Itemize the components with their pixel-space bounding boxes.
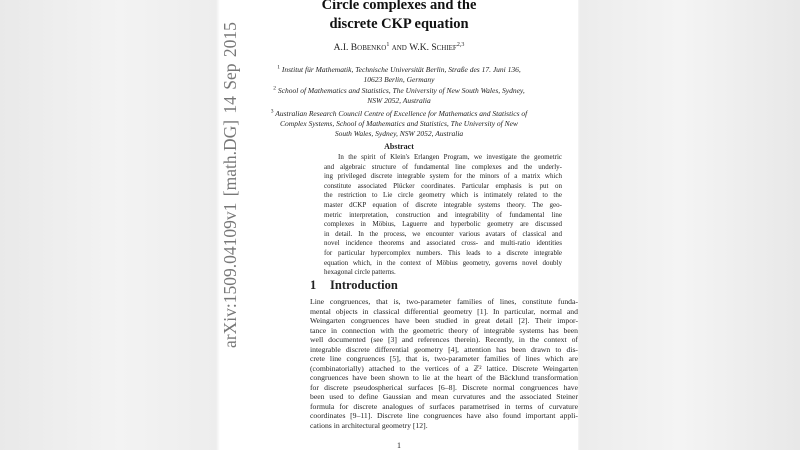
section-title: Introduction xyxy=(330,278,398,292)
abstract-line: complexes in Möbius, Laguerre and hyperbolic geometry are discussed xyxy=(324,220,562,229)
author-2-sup: 2,3 xyxy=(456,41,465,48)
affiliation-line xyxy=(220,119,578,129)
authors xyxy=(220,42,578,54)
affiliation-number: 2 xyxy=(273,85,277,92)
affiliation-line xyxy=(220,129,578,139)
affiliation-number: 3 xyxy=(270,108,274,115)
body-line: Line congruences, that is, two-parameter families of lines, constitute funda- xyxy=(310,297,578,306)
abstract-line: hexagonal circle patterns. xyxy=(324,268,396,277)
body-line: congruences have been shown to lie at the heart of the Bäcklund transformation xyxy=(310,373,578,382)
abstract-heading: Abstract xyxy=(384,142,414,151)
affiliation-line xyxy=(220,86,578,96)
abstract-line: in detail. In the process, we encounter various avatars of classical and xyxy=(324,229,562,238)
affiliation-text: South Wales, Sydney, NSW 2052, Australia xyxy=(334,129,464,138)
body-line: cations in architectural geometry [12]. xyxy=(310,420,428,430)
abstract-line: and algebraic structure of fundamental line complexes and the underly- xyxy=(324,162,562,171)
page-number: 1 xyxy=(397,441,401,450)
body-line: mental objects in classical differential geometry [1]. In particular, normal and xyxy=(310,306,578,316)
abstract-line: In the spirit of Klein's Erlangen Program, we investigate the geometric xyxy=(338,153,562,161)
body-line: well documented (see [3] and references therein). Recently, in the context of xyxy=(310,335,578,344)
abstract-line: the restriction to Lie circle geometry which is intimately related to the xyxy=(324,191,562,200)
author-1-sup: 1 xyxy=(386,41,390,48)
body-line: (combinatorially) attached to the vertices of a ℤ² lattice. Discrete Weingarten xyxy=(310,363,578,373)
author-1: A.I. Bobenko xyxy=(333,43,387,53)
body-line: for discrete pseudospherical surfaces [6–8]. Discrete normal congruences have xyxy=(310,382,578,392)
affiliation-line xyxy=(220,109,578,119)
body-line: integrable discrete differential geometry [4], attention has been drawn to dis- xyxy=(310,344,578,354)
affiliation-line xyxy=(220,96,578,106)
affiliation-text: School of Mathematics and Statistics, The University of New South Wales, Sydney, xyxy=(277,86,525,95)
abstract-line: novel incidence theorems and associated cross- and multi-ratio identities xyxy=(324,239,562,248)
abstract-line: master dCKP equation of discrete integrable systems theory. The geo- xyxy=(324,201,562,209)
affiliation-text: NSW 2052, Australia xyxy=(367,96,431,105)
abstract-line: for particular hypercomplex numbers. This leads to a discrete integrable xyxy=(324,249,562,257)
body-line: Weingarten congruences have been studied in great detail [2]. Their impor- xyxy=(310,316,578,325)
title-line-2: discrete CKP equation xyxy=(329,16,469,32)
arxiv-stamp: arXiv:1509.04109v1 [math.DG] 14 Sep 2015 xyxy=(220,22,240,348)
abstract-line: ing privileged discrete integrable system for the minors of a matrix which xyxy=(324,172,562,181)
affiliation-line xyxy=(220,65,578,75)
affiliation-text: 10623 Berlin, Germany xyxy=(363,75,435,84)
abstract-line: equation which, in the context of Möbius geometry, governs novel doubly xyxy=(324,258,562,267)
affiliation-number: 1 xyxy=(277,64,280,71)
body-line: been used to define Gaussian and mean curvatures and the associated Steiner xyxy=(310,392,578,401)
body-line: formula for discrete analogues of surfaces parametrised in terms of curvature xyxy=(310,401,578,411)
abstract-line: constitute associated Plücker coordinates. Particular emphasis is put on xyxy=(324,181,562,190)
affiliation-text: Institut für Mathematik, Technische Universität Berlin, Straße des 17. Juni 136, xyxy=(281,65,521,74)
section-number: 1 xyxy=(310,278,317,292)
body-line: tance in connection with the geometric theory of integrable systems has been xyxy=(310,325,578,335)
body-line: crete line congruences [5], that is, two-parameter families of lines which are xyxy=(310,354,578,363)
title-line-1: Circle complexes and the xyxy=(321,0,477,13)
author-2: W.K. Schief xyxy=(409,43,457,53)
affiliation-line xyxy=(220,75,578,85)
abstract-line: metric interpretation, construction and integrability of fundamental line xyxy=(324,210,562,219)
affiliation-text: Complex Systems, School of Mathematics and Statistics, The University of New xyxy=(280,119,518,128)
author-and: and xyxy=(391,43,407,53)
body-line: coordinates [9–11]. Discrete line congruences have also found important appli- xyxy=(310,411,578,420)
paper-page xyxy=(220,0,578,450)
affiliation-text: Australian Research Council Centre of Excellence for Mathematics and Statistics of xyxy=(275,109,528,118)
